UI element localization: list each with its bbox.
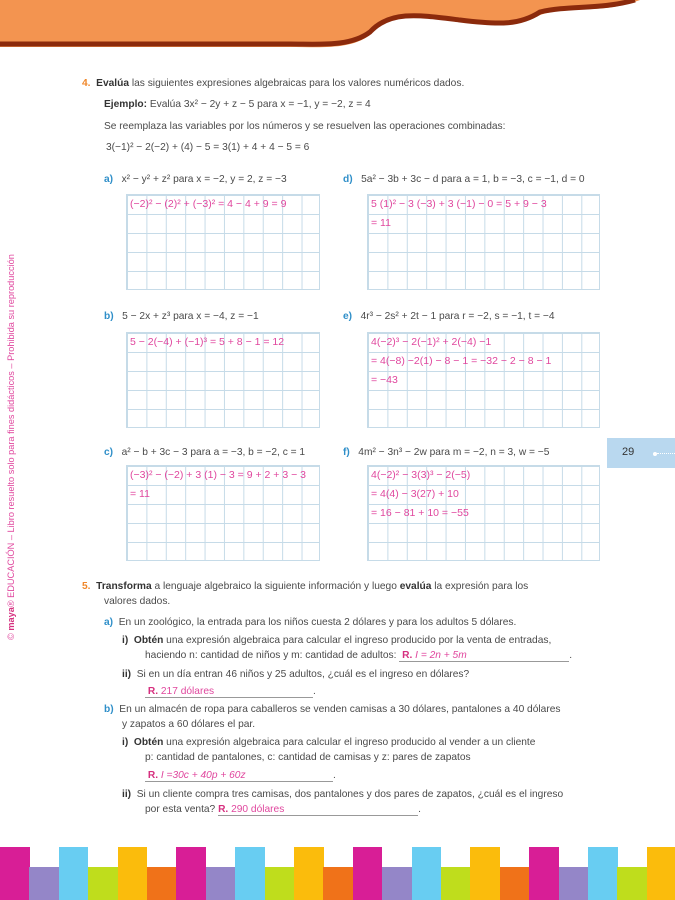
answer-field[interactable]: R. I =30c + 40p + 60z — [145, 770, 333, 782]
ex5b-i: i) Obtén una expresión algebraica para calcular el ingreso producido al vender a un cliente — [122, 737, 536, 748]
stripe — [147, 867, 177, 900]
stripe — [206, 867, 236, 900]
stripe — [235, 847, 265, 900]
ex4-item-prompt: c) a² − b + 3c − 3 para a = −3, b = −2, c = 1 — [104, 447, 306, 458]
stripe — [647, 847, 675, 900]
stripe — [59, 847, 89, 900]
stripe — [529, 847, 559, 900]
ex5a-i-cont: haciendo n: cantidad de niños y m: cantidad de adultos: R. I = 2n + 5m . — [145, 650, 573, 661]
ex5a-i: i) Obtén una expresión algebraica para calcular el ingreso producido por la venta de entradas, — [122, 635, 552, 646]
ex5b-ii-cont: por esta venta? R. 290 dólares . — [145, 804, 421, 815]
ex5a-ii-answer: R. 217 dólares . — [145, 686, 316, 698]
answer-line: 5 − 2(−4) + (−1)³ = 5 + 8 − 1 = 12 — [130, 336, 285, 348]
answer-field[interactable]: R. I = 2n + 5m — [399, 650, 569, 662]
page-number-tab — [607, 438, 675, 468]
ex4-instruction: 4. Evalúa las siguientes expresiones algebraicas para los valores numéricos dados. — [82, 78, 465, 89]
stripe — [176, 847, 206, 900]
answer-line: (−2)² − (2)² + (−3)² = 4 − 4 + 9 = 9 — [130, 198, 287, 210]
answer-line: = 4(−8) −2(1) − 8 − 1 = −32 − 2 − 8 − 1 — [371, 355, 552, 367]
answer-field[interactable]: R. 217 dólares — [145, 686, 313, 698]
answer-line: = 11 — [371, 217, 391, 229]
answer-grid[interactable] — [126, 465, 320, 561]
stripe — [323, 867, 353, 900]
stripe — [470, 847, 500, 900]
answer-grid[interactable] — [126, 194, 320, 290]
answer-grid[interactable] — [367, 194, 600, 290]
ex5a-ii: ii) Si en un día entran 46 niños y 25 adultos, ¿cuál es el ingreso en dólares? — [122, 669, 470, 680]
ex5-instruction-cont: valores dados. — [104, 596, 171, 607]
answer-line: = 11 — [130, 488, 150, 500]
stripe — [88, 867, 118, 900]
answer-line: = −43 — [371, 374, 398, 386]
answer-grid[interactable] — [367, 332, 600, 428]
answer-line: 4(−2)² − 3(3)³ − 2(−5) — [371, 469, 471, 481]
answer-line: = 4(4) − 3(27) + 10 — [371, 488, 459, 500]
ex4-item-prompt: d) 5a² − 3b + 3c − d para a = 1, b = −3, c = −1, d = 0 — [343, 174, 585, 185]
answer-line: = 16 − 81 + 10 = −55 — [371, 507, 469, 519]
stripe — [559, 867, 589, 900]
stripe — [617, 867, 647, 900]
ex5b-ii: ii) Si un cliente compra tres camisas, dos pantalones y dos pares de zapatos, ¿cuál es el ingreso — [122, 789, 564, 800]
answer-line: 4(−2)³ − 2(−1)² + 2(−4) −1 — [371, 336, 492, 348]
stripe — [118, 847, 148, 900]
stripe — [29, 867, 59, 900]
answer-field[interactable]: R. 290 dólares — [218, 804, 418, 816]
answer-line: 5 (1)² − 3 (−3) + 3 (−1) − 0 = 5 + 9 − 3 — [371, 198, 547, 210]
ex5-instruction: 5. Transforma a lenguaje algebraico la siguiente información y luego evalúa la expresión para los — [82, 581, 529, 592]
stripe — [500, 867, 530, 900]
ex5b-text-cont: y zapatos a 60 dólares el par. — [122, 719, 256, 730]
ex4-explain: Se reemplaza las variables por los números y se resuelven las operaciones combinadas: — [104, 121, 506, 132]
stripe — [265, 867, 295, 900]
stripe — [294, 847, 324, 900]
ex4-example-solution: 3(−1)² − 2(−2) + (4) − 5 = 3(1) + 4 + 4 − 5 = 6 — [106, 142, 310, 153]
page-number: 29 — [622, 446, 635, 458]
answer-grid[interactable] — [367, 465, 600, 561]
copyright-side-text: © maya® EDUCACIÓN – Libro resuelto solo para fines didácticos – Prohibida su reproducción — [6, 254, 16, 640]
answer-line: (−3)² − (−2) + 3 (1) − 3 = 9 + 2 + 3 − 3 — [130, 469, 306, 481]
header-wave — [0, 0, 675, 60]
ex5b-i-cont: p: cantidad de pantalones, c: cantidad de camisas y z: pares de zapatos — [145, 752, 471, 763]
ex4-item-prompt: f) 4m² − 3n³ − 2w para m = −2, n = 3, w = −5 — [343, 447, 550, 458]
answer-grid[interactable] — [126, 332, 320, 428]
ex4-example: Ejemplo: Evalúa 3x² − 2y + z − 5 para x = −1, y = −2, z = 4 — [104, 99, 371, 110]
stripe — [588, 847, 618, 900]
ex4-item-prompt: a) x² − y² + z² para x = −2, y = 2, z = −3 — [104, 174, 287, 185]
ex4-item-prompt: b) 5 − 2x + z³ para x = −4, z = −1 — [104, 311, 259, 322]
ex4-item-prompt: e) 4r³ − 2s² + 2t − 1 para r = −2, s = −1, t = −4 — [343, 311, 555, 322]
stripe — [412, 847, 442, 900]
stripe — [382, 867, 412, 900]
ex5b-i-answer: R. I =30c + 40p + 60z . — [145, 770, 336, 782]
stripe — [353, 847, 383, 900]
ex5b-text: b) En un almacén de ropa para caballeros se venden camisas a 30 dólares, pantalones a 40 dólares — [104, 704, 561, 715]
stripe — [441, 867, 471, 900]
ex5a-text: a) En un zoológico, la entrada para los niños cuesta 2 dólares y para los adultos 5 dólares. — [104, 617, 517, 628]
stripe — [0, 847, 30, 900]
